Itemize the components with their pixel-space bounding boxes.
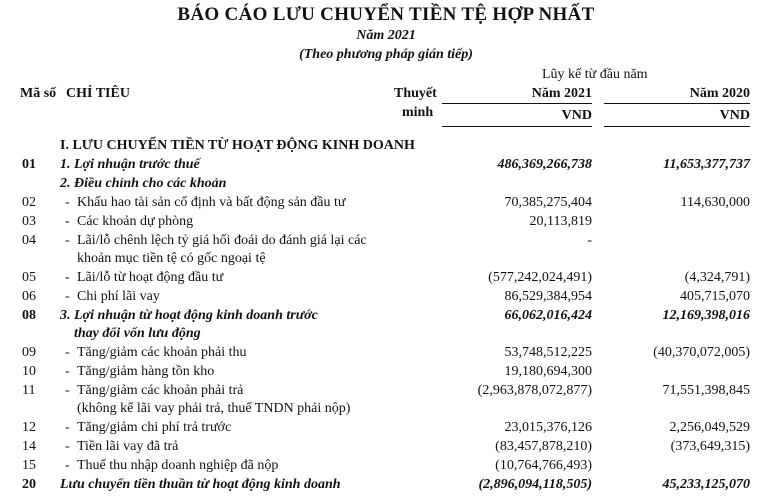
row-value-2021: 486,369,266,738 [497,157,592,172]
table-row [0,213,772,231]
row-value-2021: (83,457,878,210) [495,439,592,454]
row-value-2021: 86,529,384,954 [504,289,592,304]
report-title: BÁO CÁO LƯU CHUYỂN TIỀN TỆ HỢP NHẤT [177,4,595,25]
row-code: 05 [22,270,36,285]
header-rule-2020 [604,103,750,104]
row-code: 01 [22,157,36,172]
table-row [0,156,772,174]
table-row [0,288,772,306]
cumulative-header: Lũy kế từ đầu năm [542,67,648,82]
row-code: 03 [22,214,36,229]
row-label: Lưu chuyển tiền thuần từ hoạt động kinh doanh [60,477,341,492]
row-value-2021: 19,180,694,300 [504,364,592,379]
row-label: - Lãi/lỗ từ hoạt động đầu tư [77,269,223,287]
table-row [0,344,772,362]
row-value-2021: (10,764,766,493) [495,458,592,473]
row-code: 11 [22,383,36,398]
row-value-2021: (577,242,024,491) [488,270,592,285]
table-row [0,250,772,268]
row-value-2020: 71,551,398,845 [662,383,750,398]
row-label: thay đổi vốn lưu động [74,326,201,341]
row-label: - Chi phí lãi vay [77,288,160,306]
row-code: 08 [22,308,36,323]
row-label: - Thuế thu nhập doanh nghiệp đã nộp [77,457,278,475]
row-value-2020: 114,630,000 [680,195,750,210]
row-value-2020: 12,169,398,016 [662,308,750,323]
table-row [0,382,772,400]
currency-rule-2020 [604,126,750,127]
table-row [0,175,772,193]
row-label: khoản mục tiền tệ có gốc ngoại tệ [77,251,266,266]
item-column-header: CHỈ TIÊU [66,86,130,101]
row-value-2021: - [587,233,592,248]
code-column-header: Mã số [20,86,57,101]
row-code: 20 [22,477,36,492]
row-value-2021: (2,896,094,118,505) [478,477,592,492]
row-value-2020: (373,649,315) [670,439,750,454]
row-code: 02 [22,195,36,210]
report-year: Năm 2021 [356,28,416,43]
table-row [0,419,772,437]
year-2021-header: Năm 2021 [531,86,592,101]
row-code: 06 [22,289,36,304]
table-row [0,400,772,418]
table-row [0,325,772,343]
row-label: - Tiền lãi vay đã trả [77,438,178,456]
row-value-2020: 2,256,049,529 [669,420,750,435]
row-label: - Các khoản dự phòng [77,213,193,231]
row-label: - Tăng/giảm các khoản phải trả [77,382,243,400]
table-row [0,476,772,494]
table-row [0,307,772,325]
row-label: - Tăng/giảm các khoản phải thu [77,344,247,362]
table-row [0,457,772,475]
currency-rule-2021 [442,126,592,127]
row-label: - Lãi/lỗ chênh lệch tỷ giá hối đoái do đánh giá lại các [77,232,367,250]
row-value-2021: 20,113,819 [529,214,592,229]
row-code: 15 [22,458,36,473]
row-label: - Tăng/giảm hàng tồn kho [77,363,214,381]
row-value-2021: 23,015,376,126 [504,420,592,435]
row-code: 09 [22,345,36,360]
note-column-header-line1: Thuyết [394,86,437,101]
row-value-2021: 66,062,016,424 [504,308,592,323]
table-row [0,269,772,287]
year-2020-header: Năm 2020 [689,86,750,101]
header-rule-2021 [442,103,592,104]
currency-2020-header: VND [719,108,750,123]
row-label: 2. Điều chỉnh cho các khoản [60,176,227,191]
row-code: 04 [22,233,36,248]
row-code: 14 [22,439,36,454]
table-row [0,194,772,212]
row-value-2020: 11,653,377,737 [663,157,750,172]
row-value-2020: (40,370,072,005) [653,345,750,360]
currency-2021-header: VND [561,108,592,123]
note-column-header-line2: minh [402,105,434,120]
table-row [0,363,772,381]
row-value-2020: 45,233,125,070 [662,477,750,492]
section-title: I. LƯU CHUYỂN TIỀN TỪ HOẠT ĐỘNG KINH DOANH [60,138,415,153]
row-label: 3. Lợi nhuận từ hoạt động kinh doanh trước [60,308,318,323]
row-code: 12 [22,420,36,435]
table-row [0,232,772,250]
report-method: (Theo phương pháp gián tiếp) [299,47,473,62]
row-value-2021: 53,748,512,225 [504,345,592,360]
row-value-2020: 405,715,070 [680,289,750,304]
row-label: (không kể lãi vay phải trả, thuế TNDN phải nộp) [77,401,351,416]
row-label: 1. Lợi nhuận trước thuế [60,157,200,172]
table-row [0,438,772,456]
row-label: - Tăng/giảm chi phí trả trước [77,419,231,437]
row-value-2020: (4,324,791) [684,270,750,285]
row-code: 10 [22,364,36,379]
row-value-2021: 70,385,275,404 [504,195,592,210]
row-label: - Khấu hao tài sản cố định và bất động sản đầu tư [77,194,345,212]
row-value-2021: (2,963,878,072,877) [477,383,592,398]
